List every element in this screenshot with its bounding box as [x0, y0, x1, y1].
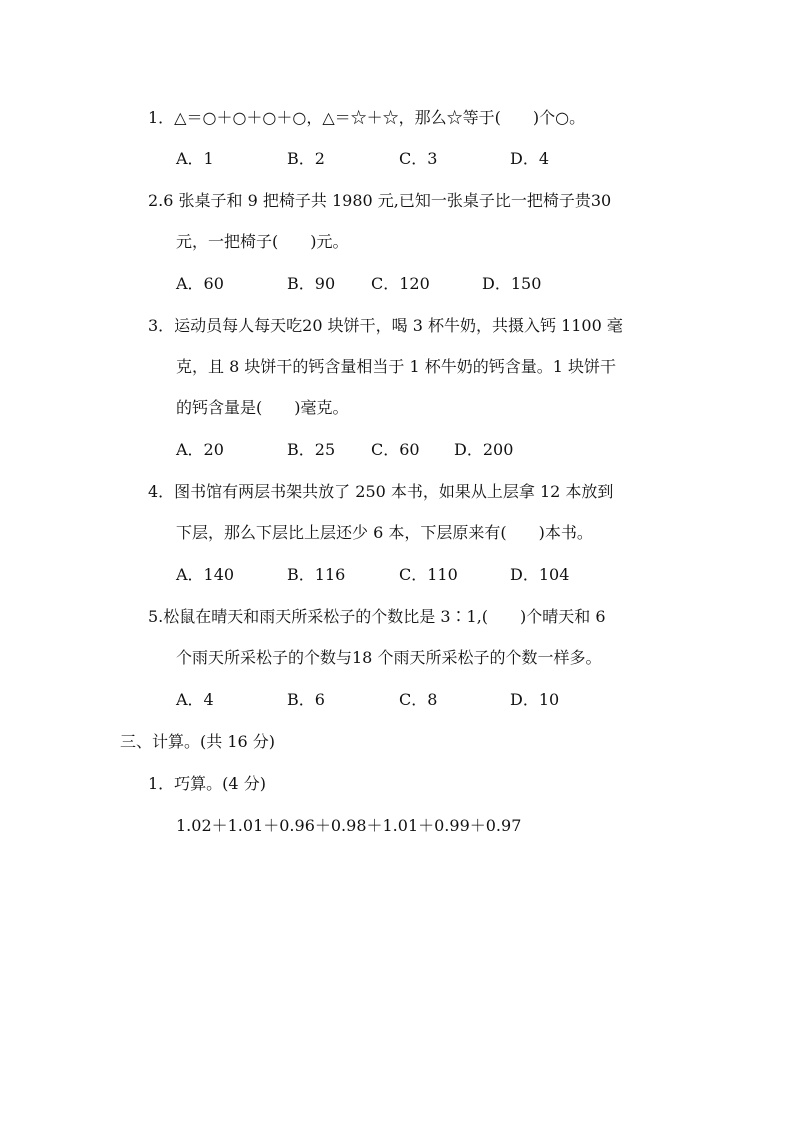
- question-1-option-c: C．3: [399, 149, 438, 168]
- question-4-option-c: C．110: [399, 565, 458, 584]
- question-4-option-d: D．104: [510, 565, 570, 584]
- question-3-line-2: 克，且 8 块饼干的钙含量相当于 1 杯牛奶的钙含量。1 块饼干: [176, 357, 616, 376]
- question-3-option-a: A．20: [176, 440, 224, 459]
- question-5-option-a: A．4: [176, 690, 214, 709]
- section-3-subheading: 1．巧算。(4 分): [148, 774, 266, 793]
- calculation-expression: 1.02＋1.01＋0.96＋0.98＋1.01＋0.99＋0.97: [176, 816, 522, 835]
- question-5-option-d: D．10: [510, 690, 560, 709]
- question-2-option-c: C．120: [371, 274, 430, 293]
- question-5-option-c: C．8: [399, 690, 438, 709]
- question-3-line-3: 的钙含量是( )毫克。: [176, 398, 349, 417]
- question-3-line-1: 3．运动员每人每天吃20 块饼干，喝 3 杯牛奶，共摄入钙 1100 毫: [148, 316, 623, 335]
- question-3-option-b: B．25: [287, 440, 336, 459]
- question-1-option-b: B．2: [287, 149, 325, 168]
- question-4-option-a: A．140: [176, 565, 235, 584]
- question-2-line-2: 元，一把椅子( )元。: [176, 232, 349, 251]
- question-4-option-b: B．116: [287, 565, 346, 584]
- question-4-line-1: 4．图书馆有两层书架共放了 250 本书，如果从上层拿 12 本放到: [148, 482, 614, 501]
- question-2-option-b: B．90: [287, 274, 336, 293]
- question-5-option-b: B．6: [287, 690, 325, 709]
- question-2-option-d: D．150: [482, 274, 542, 293]
- question-4-line-2: 下层，那么下层比上层还少 6 本，下层原来有( )本书。: [176, 523, 593, 542]
- question-3-option-c: C．60: [371, 440, 420, 459]
- section-3-heading: 三、计算。(共 16 分): [120, 732, 276, 751]
- question-1-line-1: 1．△＝○＋○＋○＋○，△＝☆＋☆，那么☆等于( )个○。: [148, 108, 586, 127]
- question-5-line-1: 5.松鼠在晴天和雨天所采松子的个数比是 3∶1,( )个晴天和 6: [148, 607, 606, 626]
- question-3-option-d: D．200: [454, 440, 514, 459]
- question-5-line-2: 个雨天所采松子的个数与18 个雨天所采松子的个数一样多。: [176, 648, 602, 667]
- question-2-option-a: A．60: [176, 274, 224, 293]
- question-2-line-1: 2.6 张桌子和 9 把椅子共 1980 元,已知一张桌子比一把椅子贵30: [148, 191, 612, 210]
- question-1-option-d: D．4: [510, 149, 550, 168]
- question-1-option-a: A．1: [176, 149, 214, 168]
